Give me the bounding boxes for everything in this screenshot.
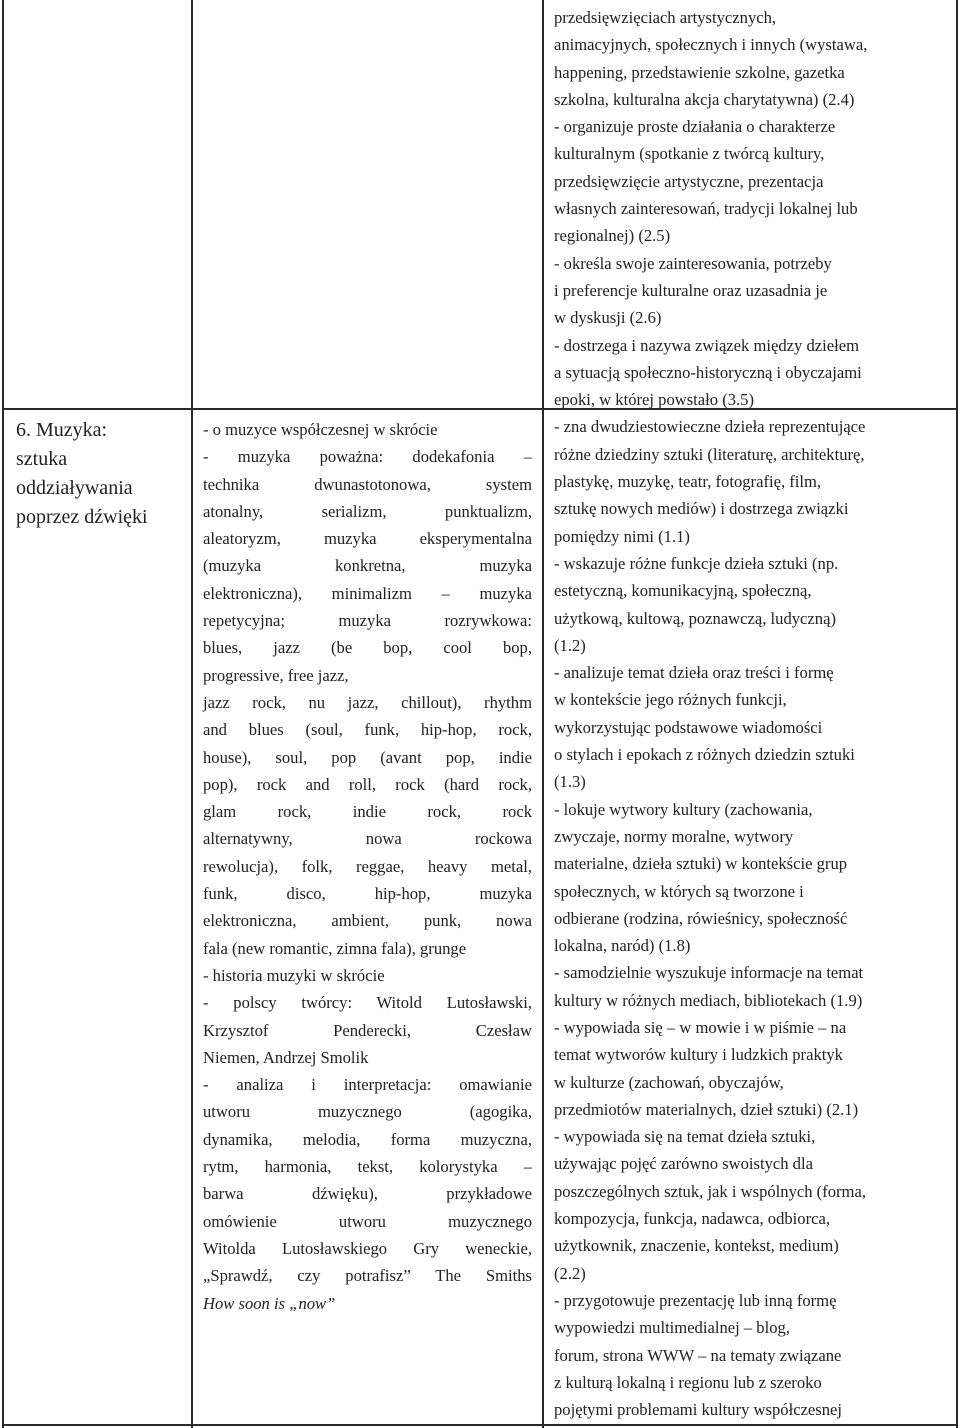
section-title-line: 6. Muzyka:	[16, 419, 108, 441]
outcome-line: społecznych, w których są tworzone i	[554, 881, 804, 901]
outcome-line: - zna dwudziestowieczne dzieła reprezentujące	[554, 417, 866, 437]
outcome-line: pojętymi problemami kultury współczesnej	[554, 1400, 843, 1420]
outcome-line: - określa swoje zainteresowania, potrzeby	[554, 253, 832, 273]
outcome-line: wykorzystując podstawowe wiadomości	[554, 717, 823, 737]
content-line: pop), rock and roll, rock (hard rock,	[203, 774, 532, 794]
table-border-col2	[542, 0, 544, 1428]
content-line: elektroniczna), minimalizm – muzyka	[203, 583, 532, 603]
outcome-line: użytkową, kultową, poznawczą, ludyczną)	[554, 608, 836, 628]
outcome-line: przedsięwzięcie artystyczne, prezentacja	[554, 171, 824, 191]
content-line: - historia muzyki w skrócie	[203, 965, 385, 985]
content-line: repetycyjna; muzyka rozrywkowa:	[203, 611, 532, 631]
content-line: - polscy twórcy: Witold Lutosławski,	[203, 993, 532, 1013]
outcome-line: - wypowiada się – w mowie i w piśmie – na	[554, 1017, 847, 1037]
outcome-line: poszczególnych sztuk, jak i wspólnych (forma,	[554, 1181, 866, 1201]
outcome-line: kompozycja, funkcja, nadawca, odbiorca,	[554, 1209, 830, 1229]
content-line: - o muzyce współczesnej w skrócie	[203, 420, 438, 439]
outcome-line: przedsięwzięciach artystycznych,	[554, 8, 777, 27]
outcome-line: z kulturą lokalną i regionu lub z szeroko	[554, 1372, 822, 1392]
content-line: progressive, free jazz,	[203, 665, 349, 685]
content-line: barwa dźwięku), przykładowe	[203, 1184, 532, 1204]
content-line: house), soul, pop (avant pop, indie	[203, 747, 532, 767]
outcome-line: temat wytworów kultury i ludzkich praktyk	[554, 1045, 843, 1065]
outcome-line: kultury w różnych mediach, bibliotekach (1.9)	[554, 990, 863, 1010]
outcome-line: w dyskusji (2.6)	[554, 308, 662, 328]
content-line: Witolda Lutosławskiego Gry weneckie,	[203, 1238, 532, 1258]
content-line: alternatywny, nowa rockowa	[203, 829, 532, 849]
content-line: fala (new romantic, zimna fala), grunge	[203, 938, 467, 958]
content-line: - muzyka poważna: dodekafonia –	[203, 447, 532, 467]
table-border-right	[956, 0, 958, 1428]
outcome-line: kulturalnym (spotkanie z twórcą kultury,	[554, 144, 825, 164]
content-line: aleatoryzm, muzyka eksperymentalna	[203, 529, 532, 549]
outcome-line: - lokuje wytwory kultury (zachowania,	[554, 799, 813, 819]
table-border-left	[2, 0, 4, 1428]
outcome-line: a sytuacją społeczno-historyczną i obyczajami	[554, 362, 862, 382]
outcome-line: epoki, w której powstało (3.5)	[554, 390, 755, 410]
outcome-line: regionalnej) (2.5)	[554, 226, 671, 246]
content-line: and blues (soul, funk, hip-hop, rock,	[203, 720, 532, 740]
outcomes-column	[554, 4, 954, 1423]
content-line: „Sprawdź, czy potrafisz” The Smiths	[203, 1266, 532, 1286]
outcome-line: animacyjnych, społecznych i innych (wystawa,	[554, 35, 868, 55]
content-column	[203, 416, 532, 1317]
content-line: Krzysztof Penderecki, Czesław	[203, 1020, 532, 1040]
outcome-line: happening, przedstawienie szkolne, gazetka	[554, 62, 845, 82]
outcome-line: przedmiotów materialnych, dzieł sztuki) (2.1)	[554, 1099, 859, 1119]
section-title	[16, 416, 184, 532]
outcome-line: - przygotowuje prezentację lub inną formę	[554, 1290, 837, 1310]
outcome-line: lokalna, naród) (1.8)	[554, 936, 691, 956]
outcome-line: zwyczaje, normy moralne, wytwory	[554, 826, 794, 846]
outcome-line: i preferencje kulturalne oraz uzasadnia je	[554, 280, 828, 300]
content-line: (muzyka konkretna, muzyka	[203, 556, 532, 576]
table-border-col1	[191, 0, 193, 1428]
section-title-line: oddziaływania	[16, 477, 133, 499]
outcome-line: - wypowiada się na temat dzieła sztuki,	[554, 1127, 816, 1147]
outcome-line: - wskazuje różne funkcje dzieła sztuki (np.	[554, 553, 839, 573]
table-border-bottom	[2, 1424, 958, 1426]
outcome-line: w kulturze (zachowań, obyczajów,	[554, 1072, 784, 1092]
content-line: How soon is „now”	[203, 1293, 336, 1313]
content-line: dynamika, melodia, forma muzyczna,	[203, 1129, 532, 1149]
outcome-line: odbierane (rodzina, rówieśnicy, społeczność	[554, 908, 848, 928]
content-line: funk, disco, hip-hop, muzyka	[203, 884, 532, 904]
outcome-line: różne dziedziny sztuki (literaturę, architekturę,	[554, 444, 865, 464]
outcome-line: wypowiedzi multimedialnej – blog,	[554, 1318, 790, 1338]
outcome-line: - dostrzega i nazywa związek między dziełem	[554, 335, 859, 355]
content-line: utworu muzycznego (agogika,	[203, 1102, 532, 1122]
outcome-line: (1.3)	[554, 772, 586, 792]
content-line: - analiza i interpretacja: omawianie	[203, 1075, 532, 1095]
outcome-line: plastykę, muzykę, teatr, fotografię, film,	[554, 472, 822, 492]
outcome-line: sztukę nowych mediów) i dostrzega związki	[554, 499, 849, 519]
content-line: technika dwunastotonowa, system	[203, 474, 532, 494]
content-line: omówienie utworu muzycznego	[203, 1211, 532, 1231]
content-line: jazz rock, nu jazz, chillout), rhythm	[203, 692, 532, 712]
content-line: atonalny, serializm, punktualizm,	[203, 501, 532, 521]
content-line: Niemen, Andrzej Smolik	[203, 1047, 369, 1067]
content-line: rytm, harmonia, tekst, kolorystyka –	[203, 1157, 532, 1177]
section-title-line: poprzez dźwięki	[16, 506, 148, 528]
outcome-line: (1.2)	[554, 635, 586, 655]
outcome-line: materialne, dzieła sztuki) w kontekście grup	[554, 854, 848, 874]
outcome-line: pomiędzy nimi (1.1)	[554, 526, 690, 546]
outcome-line: - samodzielnie wyszukuje informacje na temat	[554, 963, 864, 983]
outcome-line: (2.2)	[554, 1263, 586, 1283]
section-title-line: sztuka	[16, 448, 68, 470]
outcome-line: w kontekście jego różnych funkcji,	[554, 690, 787, 710]
content-line: glam rock, indie rock, rock	[203, 802, 532, 822]
outcome-line: - organizuje proste działania o charakterze	[554, 117, 836, 137]
outcome-line: forum, strona WWW – na tematy związane	[554, 1345, 842, 1365]
outcome-line: o stylach i epokach z różnych dziedzin sztuki	[554, 745, 855, 765]
outcome-line: estetyczną, komunikacyjną, społeczną,	[554, 581, 812, 601]
outcome-line: użytkownik, znaczenie, kontekst, medium)	[554, 1236, 839, 1256]
outcome-line: - analizuje temat dzieła oraz treści i formę	[554, 663, 834, 683]
outcome-line: szkolna, kulturalna akcja charytatywna) (2.4)	[554, 89, 855, 109]
content-line: elektroniczna, ambient, punk, nowa	[203, 911, 532, 931]
outcome-line: własnych zainteresowań, tradycji lokalnej lub	[554, 199, 858, 219]
content-line: blues, jazz (be bop, cool bop,	[203, 638, 532, 658]
outcome-line: używając pojęć zarówno swoistych dla	[554, 1154, 813, 1174]
content-line: rewolucja), folk, reggae, heavy metal,	[203, 856, 532, 876]
